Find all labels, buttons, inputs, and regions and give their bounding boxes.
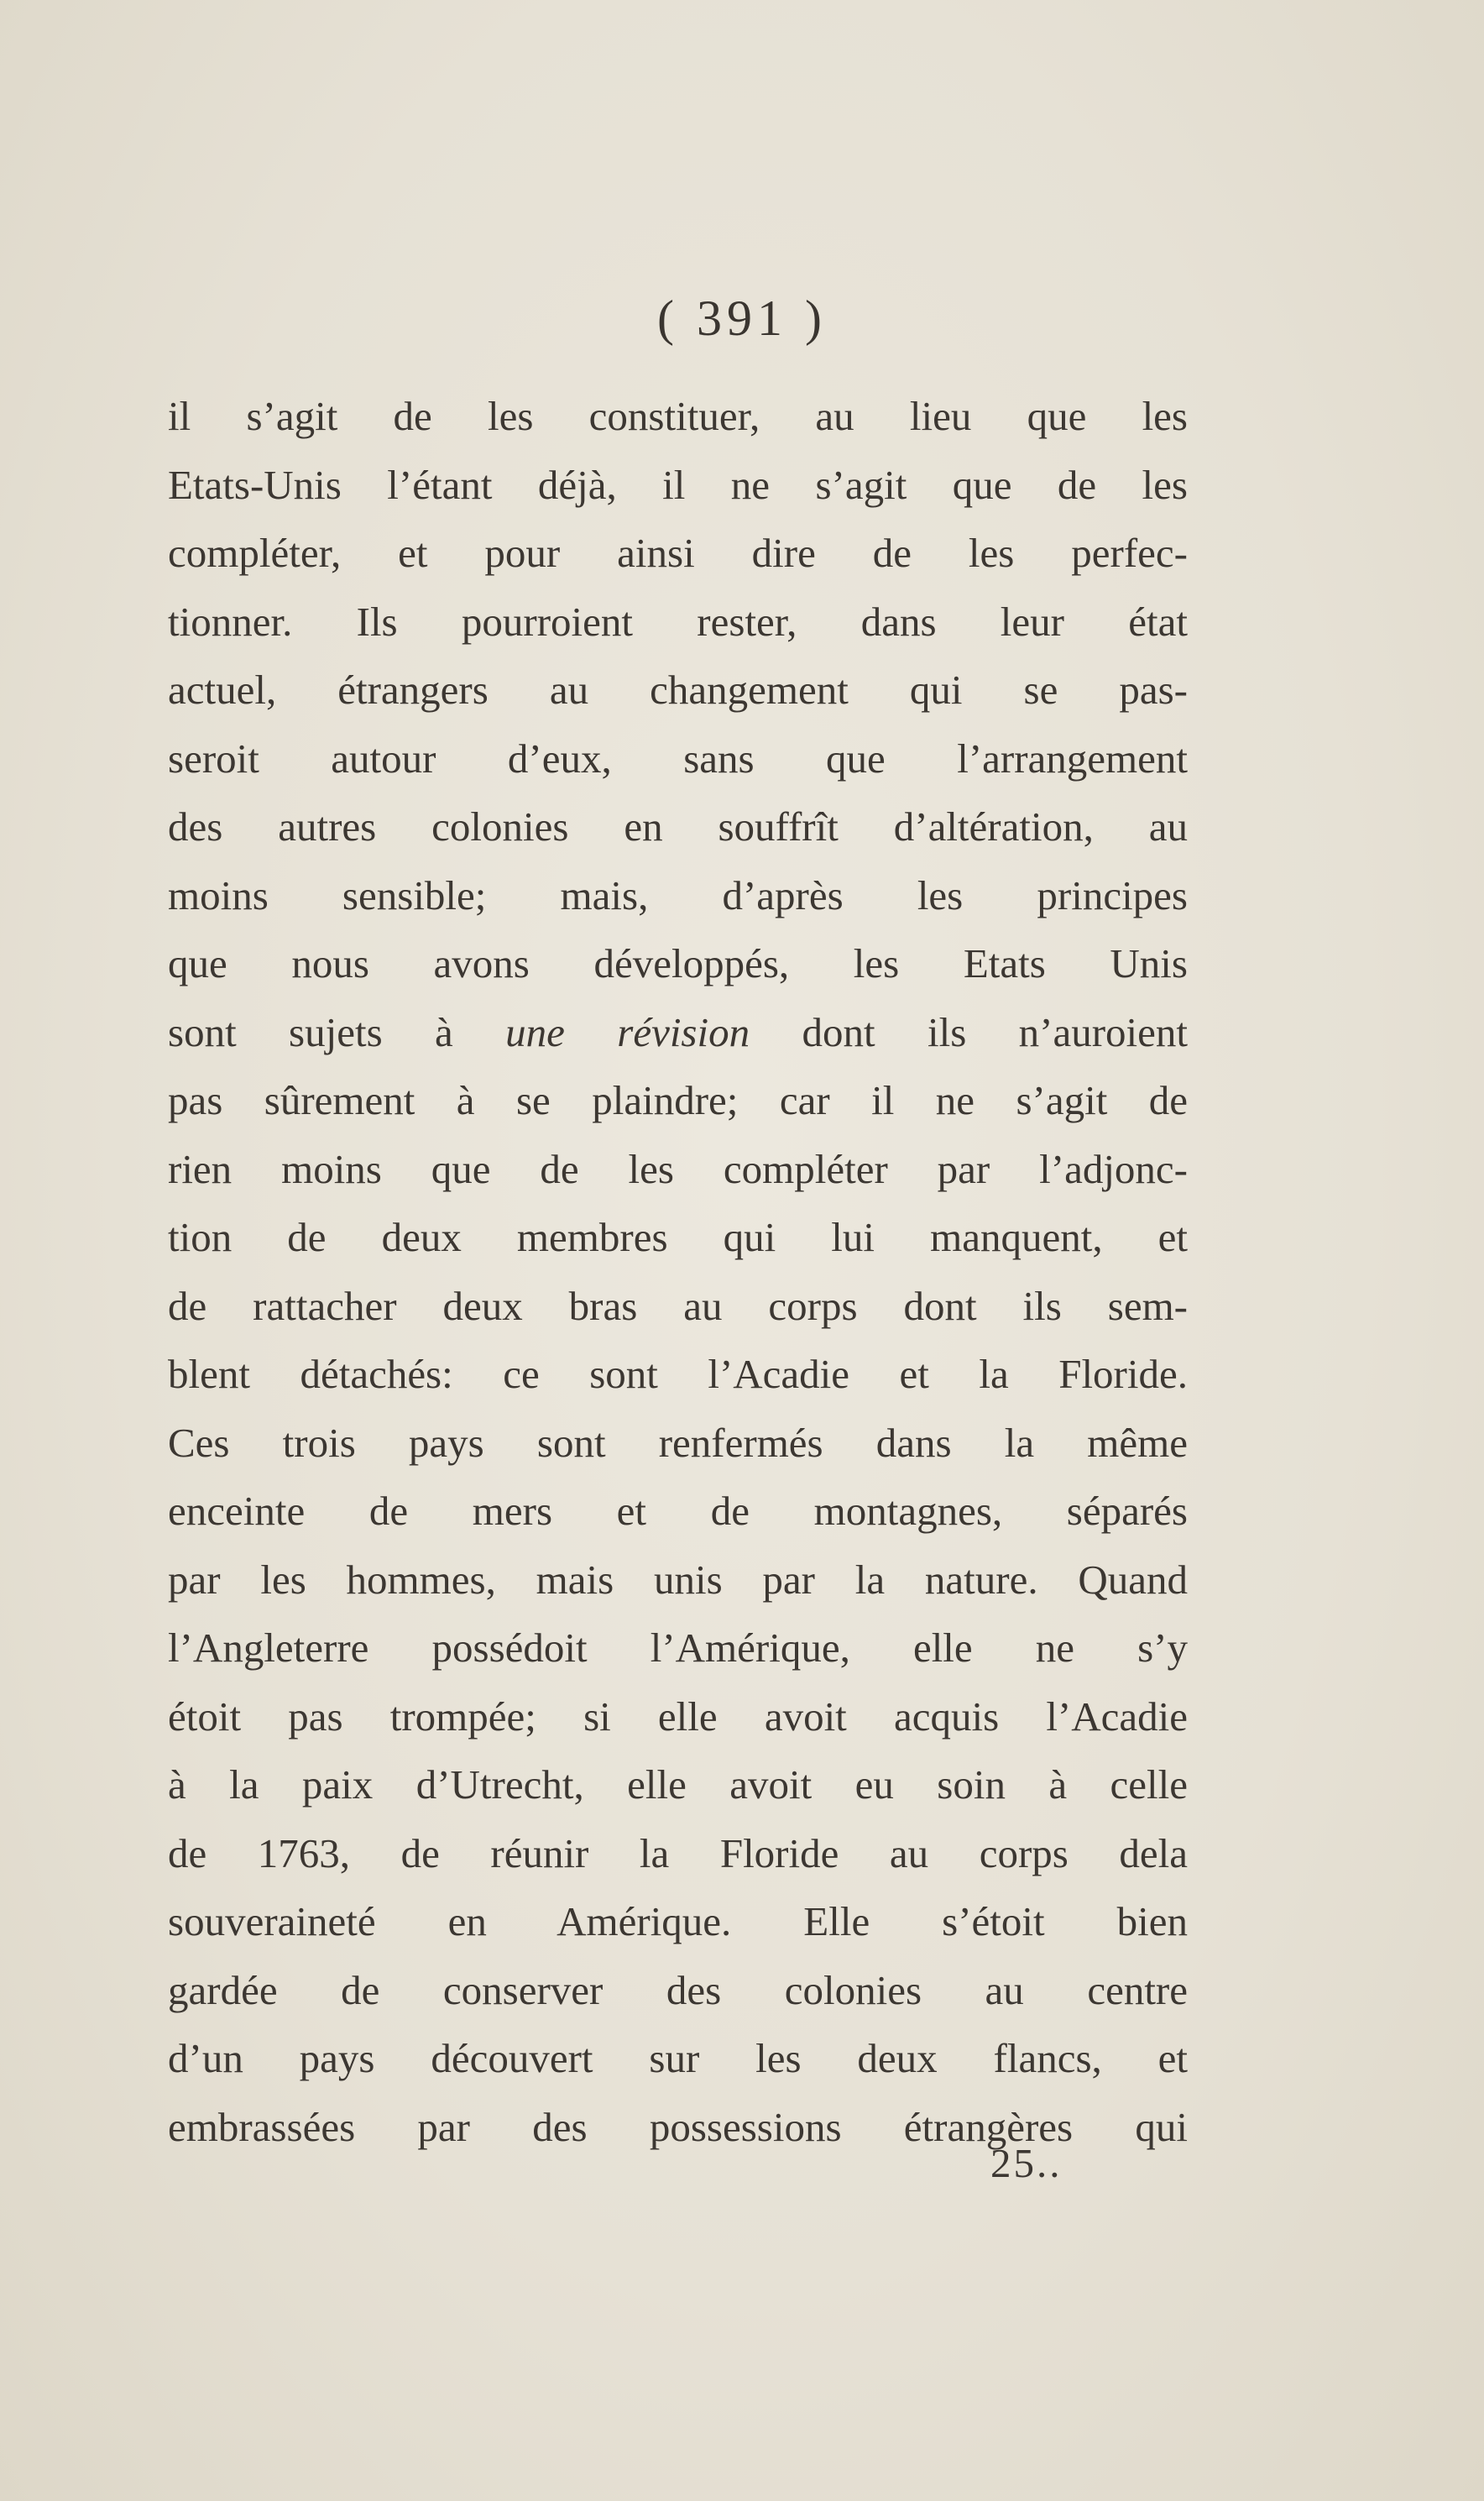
- text-line: d’un pays découvert sur les deux flancs, et: [168, 2035, 1188, 2081]
- text-line: étoit pas trompée; si elle avoit acquis l’Acadie: [168, 1693, 1188, 1740]
- text-line: gardée de conserver des colonies au centre: [168, 1966, 1188, 2013]
- text-line: pas sûrement à se plaindre; car il ne s’agit de: [168, 1077, 1188, 1123]
- text-line: seroit autour d’eux, sans que l’arrangement: [168, 735, 1188, 782]
- text-line: de rattacher deux bras au corps dont ils sem-: [168, 1282, 1188, 1329]
- text-line: rien moins que de les compléter par l’adjonc-: [168, 1145, 1188, 1192]
- text-line: l’Angleterre possédoit l’Amérique, elle ne s’y: [168, 1625, 1188, 1671]
- body-text: [168, 382, 1188, 2161]
- text-line: blent détachés: ce sont l’Acadie et la Floride.: [168, 1351, 1188, 1397]
- text-line: moins sensible; mais, d’après les principes: [168, 871, 1188, 918]
- signature-mark: 25..: [990, 2140, 1063, 2186]
- text-line: embrassées par des possessions étrangères qui: [168, 2103, 1188, 2150]
- text-line: des autres colonies en souffrît d’altération, au: [168, 803, 1188, 850]
- text-line-with-italic: [168, 998, 1188, 1067]
- text-line: compléter, et pour ainsi dire de les perfec-: [168, 530, 1188, 576]
- page-number-header: ( 391 ): [657, 290, 827, 346]
- text-line: Etats-Unis l’étant déjà, il ne s’agit que de les: [168, 461, 1188, 508]
- italic-phrase: une révision: [505, 1008, 750, 1055]
- text-line: que nous avons développés, les Etats Unis: [168, 940, 1188, 986]
- line-segment: dont ils n’auroient: [750, 1008, 1188, 1055]
- text-line: enceinte de mers et de montagnes, séparés: [168, 1488, 1188, 1534]
- text-line: souveraineté en Amérique. Elle s’étoit bien: [168, 1898, 1188, 1944]
- line-segment: sont sujets à: [168, 1008, 506, 1055]
- text-line: tionner. Ils pourroient rester, dans leur état: [168, 598, 1188, 645]
- text-line: actuel, étrangers au changement qui se pas-: [168, 667, 1188, 713]
- text-line: tion de deux membres qui lui manquent, et: [168, 1214, 1188, 1260]
- text-line: il s’agit de les constituer, au lieu que les: [168, 393, 1188, 439]
- text-line: à la paix d’Utrecht, elle avoit eu soin à celle: [168, 1761, 1188, 1808]
- text-line: Ces trois pays sont renfermés dans la même: [168, 1419, 1188, 1466]
- text-line: par les hommes, mais unis par la nature. Quand: [168, 1556, 1188, 1603]
- text-line: de 1763, de réunir la Floride au corps dela: [168, 1829, 1188, 1876]
